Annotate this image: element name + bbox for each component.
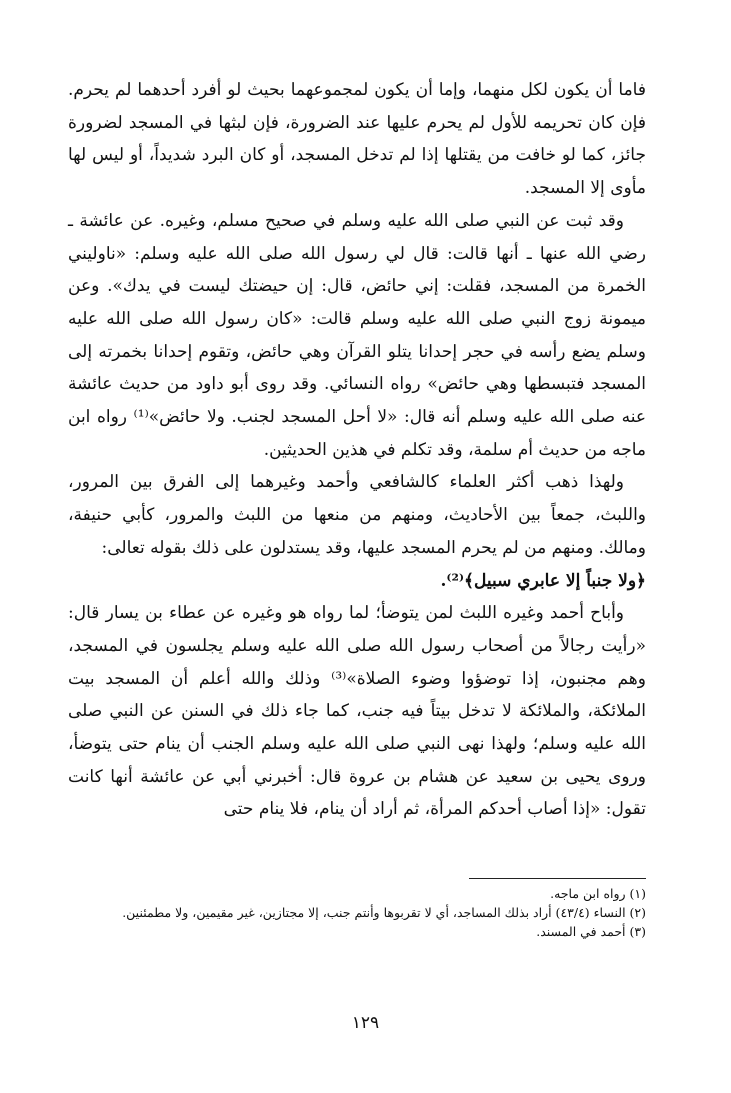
footnote-2: (٢) النساء (٤٣/٤) أراد بذلك المساجد، أي لا تقربوها وأنتم جنب، إلا مجتازين، غير مقيمين، ولا مطمئنين. xyxy=(122,905,646,920)
paragraph-1: فاما أن يكون لكل منهما، وإما أن يكون لمجموعهما بحيث لو أفرد أحدهما لم يحرم. فإن كان تحريمه للأول لم يحرم عليها عند الضرورة، فإن لبثها في المسجد لضرورة جائز، كما لو خافت من يقتلها إذا لم تدخل المسجد، أو كان البرد شديداً، أو ليس لها مأوى إلا المسجد. xyxy=(68,80,646,199)
footnotes xyxy=(68,884,646,941)
main-text xyxy=(68,74,646,826)
paragraph-4: وأباح أحمد وغيره اللبث لمن يتوضأ؛ لما رواه هو وغيره عن عطاء بن يسار قال: «رأيت رجالاً من أصحاب رسول الله صلى الله عليه وسلم يجلسون في المسجد، وهم مجنبون، إذا توضؤوا وضوء الصلاة»⁽³⁾ وذلك والله أعلم أن المسجد بيت الملائكة، والملائكة لا تدخل بيتاً فيه جنب، كما جاء ذلك في السنن عن النبي صلى الله عليه وسلم؛ ولهذا نهى النبي صلى الله عليه وسلم الجنب أن ينام حتى يتوضأ، وروى يحيى بن سعيد عن هشام بن عروة قال: أخبرني أبي عن عائشة أنها كانت تقول: «إذا أصاب أحدكم المرأة، ثم أراد أن ينام، فلا ينام حتى xyxy=(68,603,646,820)
footnote-3: (٣) أحمد في المسند. xyxy=(536,924,646,939)
paragraph-2: وقد ثبت عن النبي صلى الله عليه وسلم في صحيح مسلم، وغيره. عن عائشة ـ رضي الله عنها ـ أنها قالت: قال لي رسول الله صلى الله عليه وسلم: «ناوليني الخمرة من المسجد، فقلت: إني حائض، قال: إن حيضتك ليست في يدك». وعن ميمونة زوج النبي صلى الله عليه وسلم قالت: «كان رسول الله صلى الله عليه وسلم يضع رأسه في حجر إحدانا يتلو القرآن وهي حائض، وتقوم إحدانا بخمرته إلى المسجد فتبسطها وهي حائض» رواه النسائي. وقد روى أبو داود من حديث عائشة عنه صلى الله عليه وسلم أنه قال: «لا أحل المسجد لجنب. ولا حائض»⁽¹⁾ رواه ابن ماجه من حديث أم سلمة، وقد تكلم في هذين الحديثين. xyxy=(68,210,647,460)
quran-verse: ﴿ولا جنباً إلا عابري سبيل﴾⁽²⁾. xyxy=(440,570,646,591)
footnote-1: (١) رواه ابن ماجه. xyxy=(550,886,646,901)
footnote-divider xyxy=(469,878,646,879)
page-number: ١٢٩ xyxy=(351,1013,380,1033)
paragraph-3: ولهذا ذهب أكثر العلماء كالشافعي وأحمد وغيرهما إلى الفرق بين المرور، واللبث، جمعاً بين الأحاديث، ومنهم من منعها من اللبث والمرور، كأبي حنيفة، ومالك. ومنهم من لم يحرم المسجد عليها، وقد يستدلون على ذلك بقوله تعالى: xyxy=(68,472,646,558)
